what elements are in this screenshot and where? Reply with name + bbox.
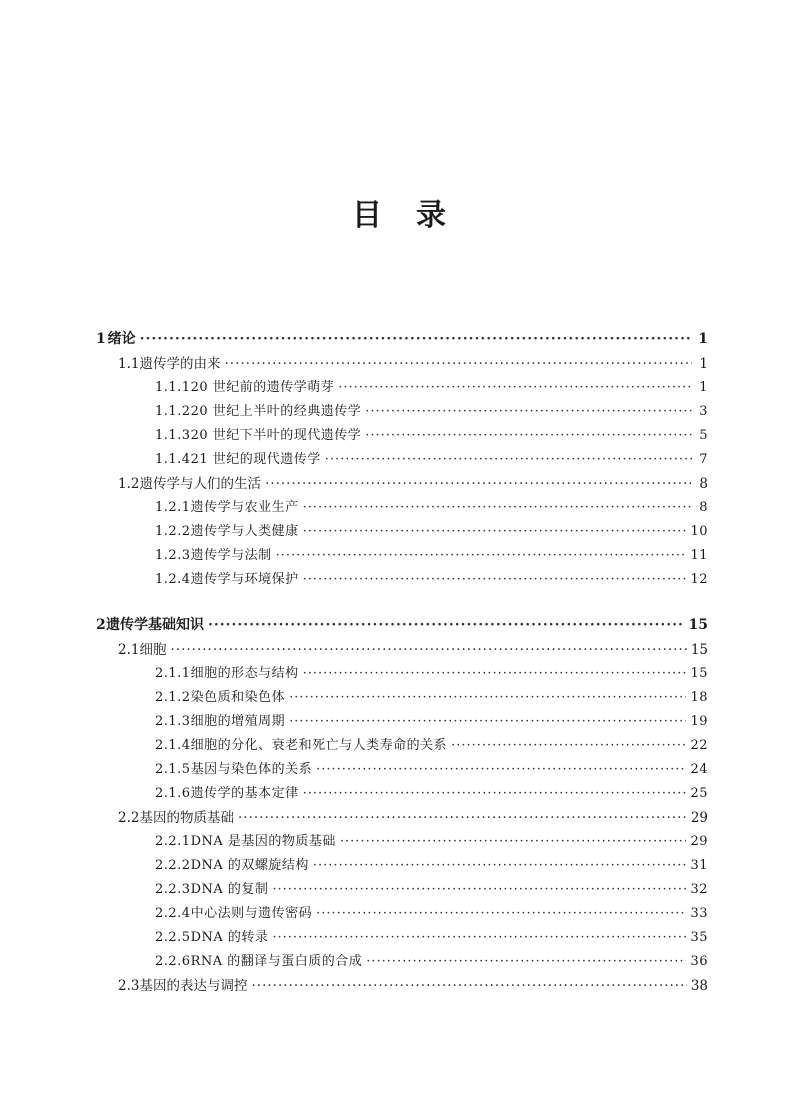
entry-page-number: 1 [698, 331, 708, 347]
entry-number: 2.2.2 [155, 858, 191, 873]
toc-subsection-entry[interactable] [96, 926, 708, 950]
entry-title: 遗传学基础知识 [106, 617, 205, 633]
entry-page-number: 32 [690, 882, 708, 897]
entry-number: 2.1.6 [155, 786, 191, 801]
toc-section-entry[interactable] [96, 472, 708, 496]
toc-subsection-entry[interactable] [96, 830, 708, 854]
dot-leader [251, 978, 686, 994]
entry-number: 1.2.3 [155, 548, 191, 563]
entry-page-number: 12 [690, 572, 708, 587]
toc-subsection-entry[interactable] [96, 710, 708, 734]
entry-title: 遗传学与环境保护 [190, 572, 299, 587]
toc-section-entry[interactable] [96, 974, 708, 998]
entry-title: DNA 的转录 [190, 930, 269, 945]
entry-title: 遗传学与人类健康 [190, 524, 299, 539]
dot-leader [366, 954, 686, 969]
toc-subsection-entry[interactable] [96, 782, 708, 806]
entry-page-number: 15 [688, 617, 708, 633]
dot-leader [303, 786, 687, 801]
entry-page-number: 15 [690, 642, 708, 658]
dot-leader [289, 714, 686, 729]
entry-page-number: 8 [699, 476, 708, 492]
toc-subsection-entry[interactable] [96, 400, 708, 424]
entry-title: 20 世纪上半叶的经典遗传学 [190, 404, 362, 419]
entry-number: 2 [96, 617, 106, 633]
toc-subsection-entry[interactable] [96, 854, 708, 878]
dot-leader [289, 690, 686, 705]
entry-number: 1.1.3 [155, 428, 191, 443]
entry-title: 中心法则与遗传密码 [190, 906, 313, 921]
dot-leader [303, 666, 687, 681]
page-title: 目 录 [352, 198, 448, 233]
dot-leader [238, 810, 687, 826]
toc-subsection-entry[interactable] [96, 878, 708, 902]
entry-title: 绪论 [107, 331, 136, 347]
entry-page-number: 22 [690, 738, 708, 753]
entry-title: DNA 的复制 [190, 882, 269, 897]
entry-number: 2.1.3 [155, 714, 191, 729]
table-of-contents [96, 328, 708, 998]
dot-leader [224, 356, 692, 372]
entry-title: 细胞的分化、衰老和死亡与人类寿命的关系 [190, 738, 448, 753]
toc-subsection-entry[interactable] [96, 950, 708, 974]
toc-section-entry[interactable] [96, 352, 708, 376]
entry-title: RNA 的翻译与蛋白质的合成 [190, 954, 363, 969]
entry-number: 2.2.3 [155, 882, 191, 897]
entry-number: 2.2.4 [155, 906, 191, 921]
entry-page-number: 7 [699, 452, 708, 467]
entry-title: 遗传学与法制 [190, 548, 272, 563]
entry-title: 染色质和染色体 [190, 690, 286, 705]
entry-number: 1.2.4 [155, 572, 191, 587]
toc-subsection-entry[interactable] [96, 662, 708, 686]
toc-subsection-entry[interactable] [96, 902, 708, 926]
dot-leader [265, 476, 692, 492]
entry-title: 遗传学与人们的生活 [139, 476, 261, 492]
entry-number: 2.1.2 [155, 690, 191, 705]
entry-number: 2.2.1 [155, 834, 191, 849]
toc-section-entry[interactable] [96, 806, 708, 830]
dot-leader [272, 930, 686, 945]
dot-leader [313, 858, 687, 873]
entry-page-number: 35 [690, 930, 708, 945]
toc-subsection-entry[interactable] [96, 544, 708, 568]
entry-title: 遗传学的由来 [139, 356, 221, 372]
toc-subsection-entry[interactable] [96, 520, 708, 544]
dot-leader [365, 428, 692, 443]
entry-number: 1.2 [118, 476, 140, 492]
dot-leader [451, 738, 686, 753]
entry-number: 2.2.6 [155, 954, 191, 969]
entry-number: 1 [96, 331, 106, 347]
dot-leader [272, 882, 686, 897]
entry-title: 基因与染色体的关系 [190, 762, 313, 777]
entry-title: 21 世纪的现代遗传学 [190, 452, 321, 467]
entry-number: 1.1 [118, 356, 140, 372]
entry-number: 1.2.2 [155, 524, 191, 539]
entry-page-number: 8 [699, 500, 708, 515]
entry-title: 基因的表达与调控 [139, 978, 248, 994]
entry-page-number: 10 [690, 524, 708, 539]
entry-title: 基因的物质基础 [139, 810, 234, 826]
toc-subsection-entry[interactable] [96, 496, 708, 520]
entry-number: 2.2 [118, 810, 140, 826]
entry-title: 20 世纪前的遗传学萌芽 [190, 380, 335, 395]
entry-page-number: 1 [699, 380, 708, 395]
entry-title: DNA 是基因的物质基础 [190, 834, 336, 849]
entry-page-number: 5 [699, 428, 708, 443]
dot-leader [365, 404, 692, 419]
toc-chapter-entry[interactable] [96, 328, 708, 352]
dot-leader [325, 452, 692, 467]
entry-page-number: 11 [690, 548, 708, 563]
dot-leader [303, 572, 687, 587]
entry-page-number: 29 [690, 834, 708, 849]
entry-number: 2.2.5 [155, 930, 191, 945]
entry-number: 2.1.4 [155, 738, 191, 753]
toc-subsection-entry[interactable] [96, 568, 708, 592]
entry-page-number: 1 [699, 356, 708, 372]
entry-title: 细胞 [139, 642, 167, 658]
dot-leader [208, 617, 684, 633]
toc-subsection-entry[interactable] [96, 686, 708, 710]
toc-subsection-entry[interactable] [96, 734, 708, 758]
entry-title: 遗传学的基本定律 [190, 786, 299, 801]
entry-number: 2.3 [118, 978, 140, 994]
dot-leader [338, 380, 692, 395]
entry-page-number: 33 [690, 906, 708, 921]
dot-leader [303, 500, 692, 515]
dot-leader [303, 524, 687, 539]
chapter-spacer [96, 592, 708, 614]
entry-page-number: 38 [690, 978, 708, 994]
entry-number: 2.1 [118, 642, 140, 658]
dot-leader [340, 834, 687, 849]
entry-number: 1.1.4 [155, 452, 191, 467]
dot-leader [170, 642, 686, 658]
entry-page-number: 18 [690, 690, 708, 705]
entry-title: 遗传学与农业生产 [190, 500, 299, 515]
toc-chapter-entry[interactable] [96, 614, 708, 638]
entry-page-number: 25 [690, 786, 708, 801]
entry-page-number: 19 [690, 714, 708, 729]
entry-number: 2.1.1 [155, 666, 191, 681]
entry-title: 细胞的增殖周期 [190, 714, 286, 729]
entry-page-number: 15 [690, 666, 708, 681]
toc-section-entry[interactable] [96, 638, 708, 662]
entry-title: DNA 的双螺旋结构 [190, 858, 309, 873]
toc-subsection-entry[interactable] [96, 758, 708, 782]
entry-number: 1.1.1 [155, 380, 191, 395]
dot-leader [140, 331, 692, 347]
entry-number: 1.2.1 [155, 500, 191, 515]
entry-number: 1.1.2 [155, 404, 191, 419]
entry-page-number: 31 [690, 858, 708, 873]
entry-title: 细胞的形态与结构 [190, 666, 299, 681]
entry-page-number: 3 [699, 404, 708, 419]
toc-subsection-entry[interactable] [96, 424, 708, 448]
entry-title: 20 世纪下半叶的现代遗传学 [190, 428, 362, 443]
dot-leader [316, 906, 686, 921]
entry-number: 2.1.5 [155, 762, 191, 777]
entry-page-number: 24 [690, 762, 708, 777]
entry-page-number: 29 [690, 810, 708, 826]
toc-subsection-entry[interactable] [96, 376, 708, 400]
entry-page-number: 36 [690, 954, 708, 969]
toc-subsection-entry[interactable] [96, 448, 708, 472]
dot-leader [276, 548, 687, 563]
dot-leader [316, 762, 686, 777]
